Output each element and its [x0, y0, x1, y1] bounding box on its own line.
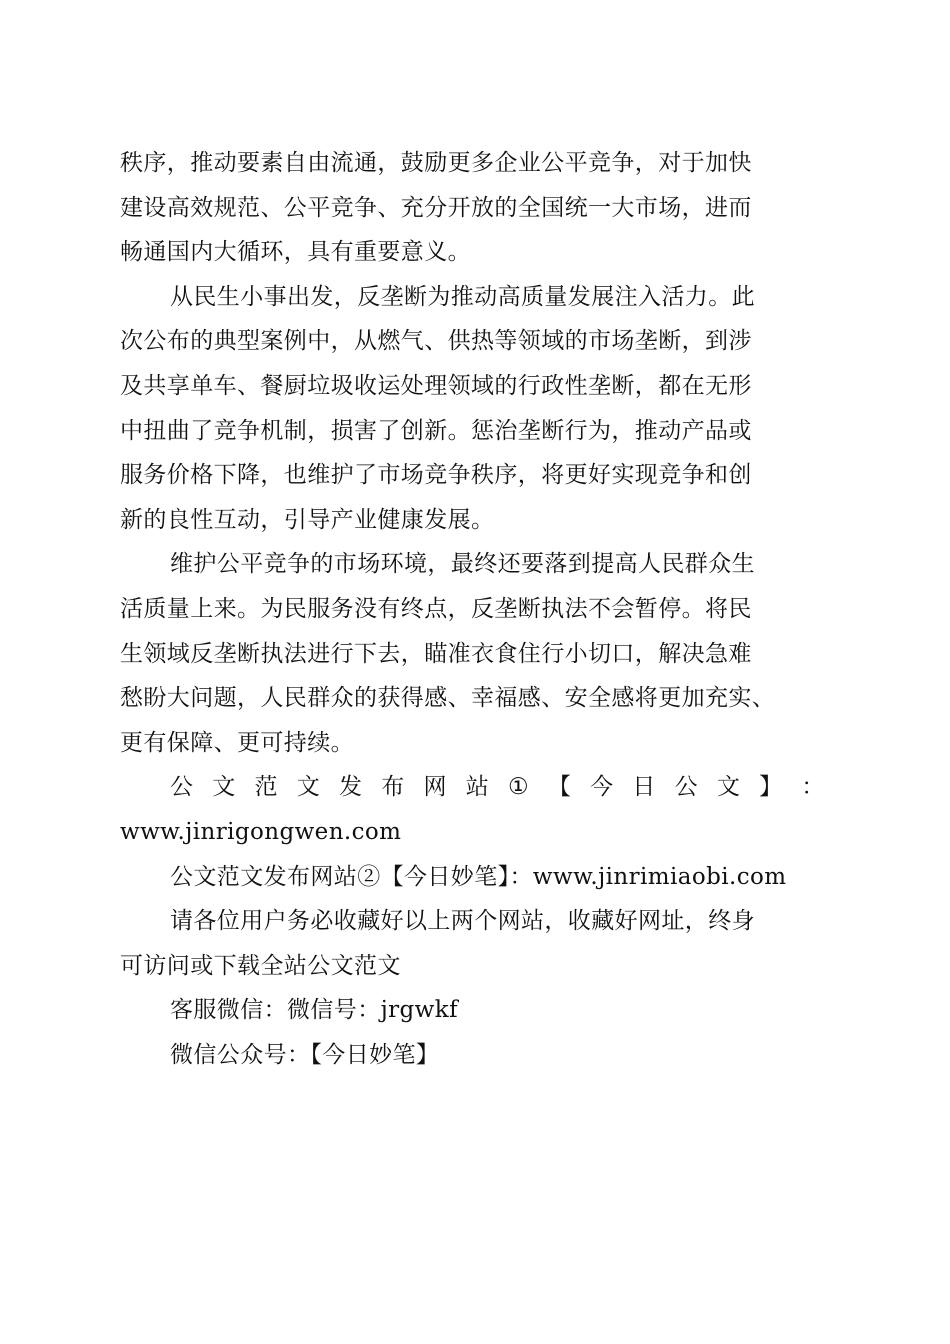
service-wechat: 客服微信：微信号：jrgwkf — [170, 997, 458, 1024]
official-account: 微信公众号：【今日妙笔】 — [170, 1041, 440, 1068]
site1-char: 公 — [674, 774, 699, 801]
site1-char: 】 — [759, 774, 783, 801]
paragraph-1 — [120, 141, 825, 275]
paragraph-line: 更有保障、更可持续。 — [120, 729, 354, 756]
site1-char: 日 — [632, 774, 656, 801]
site1-char: 【 — [547, 774, 572, 801]
footer-info — [120, 765, 825, 1077]
site1-char: 公 — [170, 774, 194, 801]
site2-line[interactable]: 公文范文发布网站②【今日妙笔】：www.jinrimiaobi.com — [170, 863, 787, 890]
site1-char: 发 — [339, 774, 363, 801]
site1-char: ① — [508, 774, 530, 801]
paragraph-line: 秩序，推动要素自由流通，鼓励更多企业公平竞争，对于加快 — [120, 150, 752, 176]
site1-char: 文 — [212, 774, 236, 801]
site1-char: 文 — [716, 774, 741, 801]
site1-char: 网 — [423, 774, 447, 801]
site1-char: ： — [801, 774, 825, 801]
paragraph-2 — [120, 275, 825, 543]
document-body — [120, 141, 825, 1077]
site1-char: 布 — [381, 774, 405, 801]
paragraph-line: 服务价格下降，也维护了市场竞争秩序，将更好实现竞争和创 — [120, 462, 752, 489]
paragraph-line: 维护公平竞争的市场环境，最终还要落到提高人民群众生 — [170, 551, 755, 578]
notice-line: 请各位用户务必收藏好以上两个网站，收藏好网址，终身 — [170, 908, 755, 935]
notice-line: 可访问或下载全站公文范文 — [120, 952, 401, 979]
paragraph-line: 建设高效规范、公平竞争、充分开放的全国统一大市场，进而 — [120, 194, 752, 221]
paragraph-line: 从民生小事出发，反垄断为推动高质量发展注入活力。此 — [170, 283, 755, 310]
paragraph-line: 活质量上来。为民服务没有终点，反垄断执法不会暂停。将民 — [120, 595, 752, 622]
paragraph-line: 生领域反垄断执法进行下去，瞄准衣食住行小切口，解决急难 — [120, 640, 752, 667]
site1-char: 文 — [296, 774, 321, 801]
paragraph-line: 新的良性互动，引导产业健康发展。 — [120, 506, 495, 533]
paragraph-line: 愁盼大问题，人民群众的获得感、幸福感、安全感将更加充实、 — [120, 685, 776, 712]
paragraph-line: 次公布的典型案例中，从燃气、供热等领域的市场垄断，到涉 — [120, 328, 752, 355]
site1-char: 范 — [254, 774, 278, 801]
paragraph-line: 及共享单车、餐厨垃圾收运处理领域的行政性垄断，都在无形 — [120, 372, 752, 399]
paragraph-line: 畅通国内大循环，具有重要意义。 — [120, 239, 471, 266]
site1-label — [120, 765, 825, 810]
site1-url[interactable]: www.jinrigongwen.com — [120, 818, 402, 845]
site1-char: 站 — [465, 774, 490, 801]
paragraph-3 — [120, 542, 825, 765]
paragraph-line: 中扭曲了竞争机制，损害了创新。惩治垄断行为，推动产品或 — [120, 417, 752, 444]
site1-char: 今 — [590, 774, 614, 801]
